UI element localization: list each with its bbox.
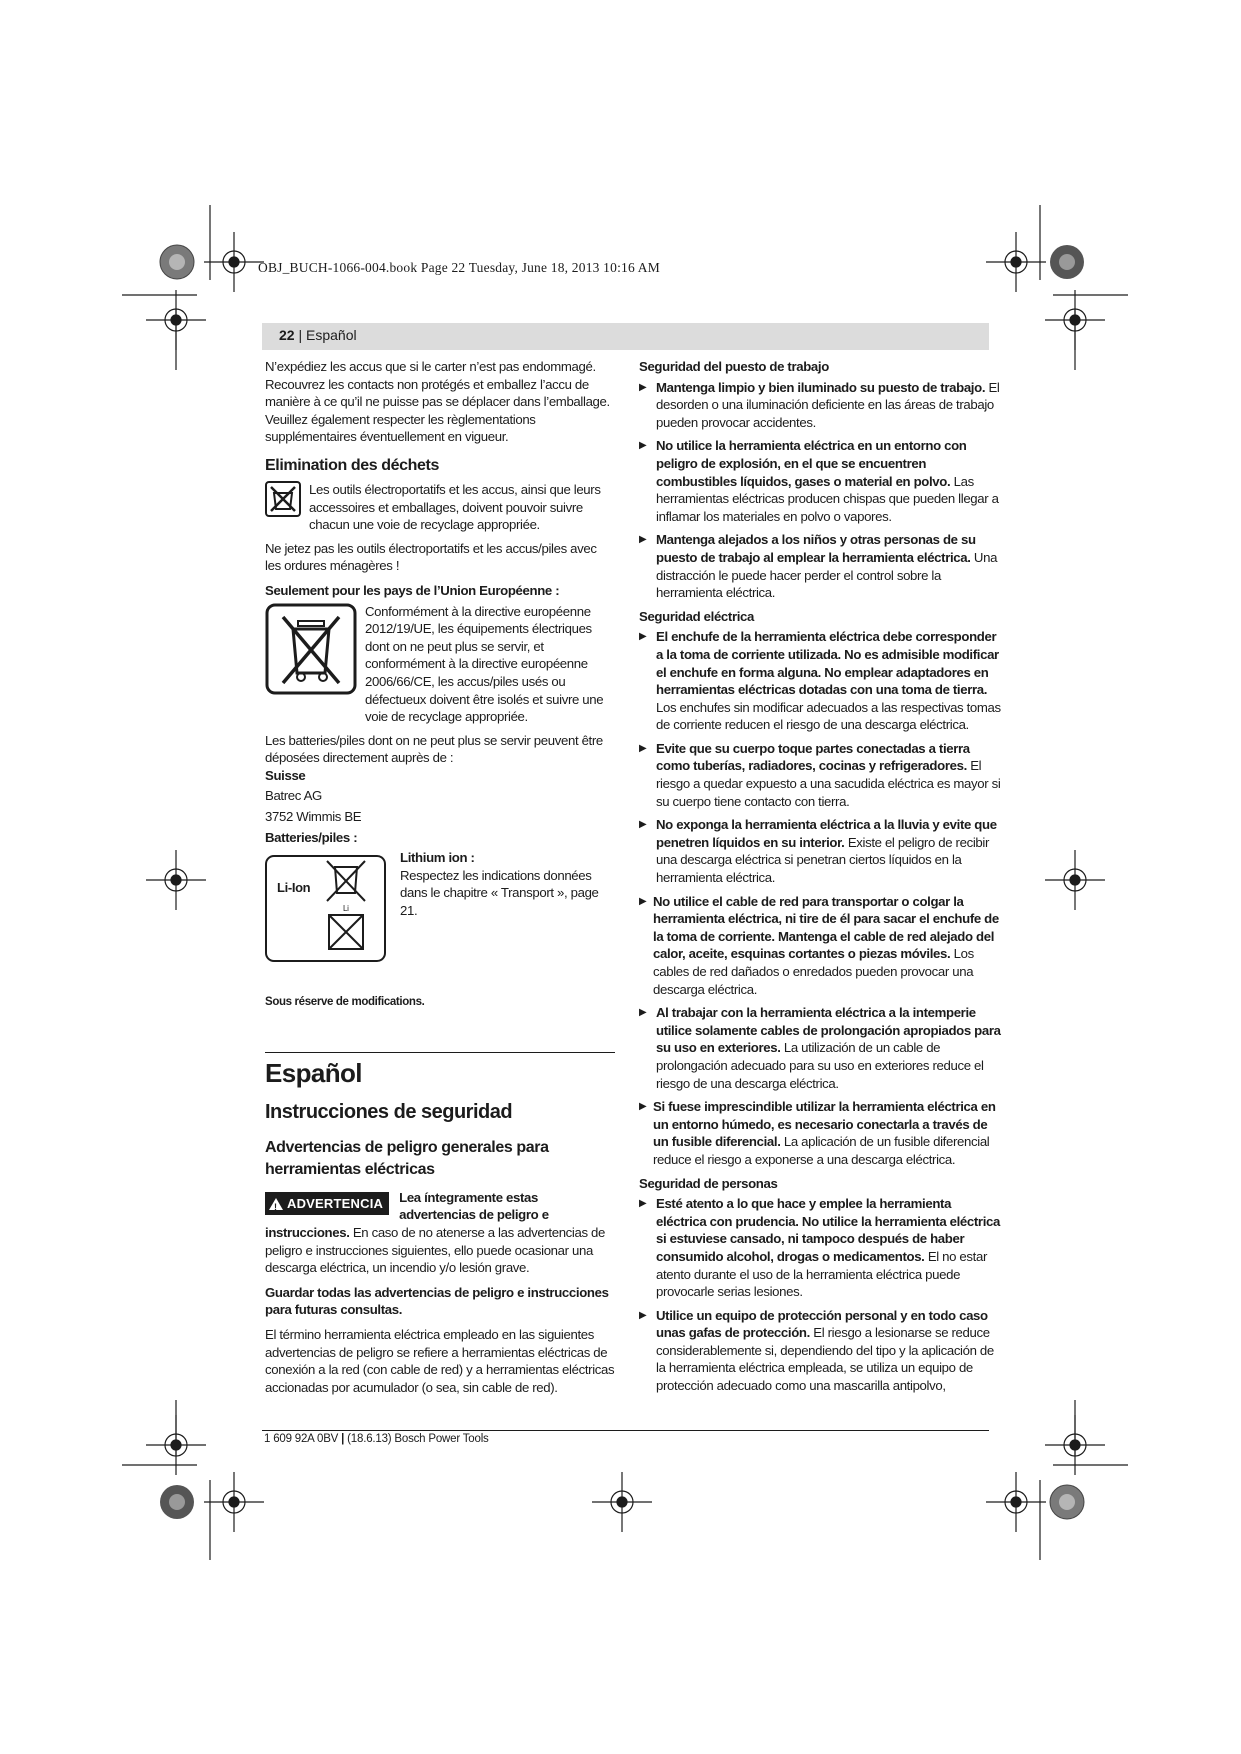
reserve-note: Sous réserve de modifications. bbox=[265, 996, 425, 1009]
term-definition: El término herramienta eléctrica empleado en las siguientes advertencias de peligro se refiere a herramientas eléctricas de conexión a la red (con cable de red) y a herramientas eléctricas accionadas por acumulador (o sea, sin cable de red). bbox=[265, 1327, 615, 1395]
list-item: ▶ Esté atento a lo que hace y emplee la herramienta eléctrica con prudencia. No utilice la herramienta eléctrica si estuviese cansado, ni tampoco después de haber consumido alcohol, drogas o medicamentos. El no estar atento durante el uso de la herramienta eléctrica puede provocarle serias lesiones. bbox=[639, 1195, 1003, 1301]
safety-instructions-title: Instrucciones de seguridad bbox=[265, 1100, 513, 1123]
list-item: ▶ Utilice un equipo de protección personal y en todo caso unas gafas de protección. El riesgo a lesionarse se reduce considerablemente si, dependiendo del tipo y la aplicación de la herramienta eléctrica empleada, se utiliza un equipo de protección adecuado como una mascarilla antipolvo, bbox=[639, 1307, 1003, 1395]
warning-block bbox=[265, 1189, 615, 1277]
section-title-espanol: Español bbox=[265, 1057, 362, 1088]
eu-text: Conformément à la directive européenne 2012/19/UE, les équipements électriques dont on ne peut plus se servir, et conformément à la directive européenne 2006/66/CE, les accus/piles usés ou défectueux doivent être isolés et suivre une voie de recyclage appropriée. bbox=[365, 603, 604, 725]
list-item: ▶ No utilice la herramienta eléctrica en un entorno con peligro de explosión, en el que se encuentren combustibles líquidos, gases o material en polvo. Las herramientas eléctricas producen chispas que pueden llegar a inflamar los materiales en polvo o vapores. bbox=[639, 437, 1003, 525]
liion-label: Li-Ion bbox=[277, 880, 311, 896]
address-line-1: Batrec AG bbox=[265, 788, 322, 804]
keep-instructions: Guardar todas las advertencias de peligro e instrucciones para futuras consultas. bbox=[265, 1284, 609, 1318]
lithium-title: Lithium ion : bbox=[400, 850, 475, 866]
country-label: Suisse bbox=[265, 767, 306, 783]
warning-triangle-icon bbox=[269, 1198, 283, 1210]
warning-badge-label: ADVERTENCIA bbox=[287, 1195, 384, 1211]
footer-code: 1 609 92A 0BV bbox=[264, 1433, 339, 1445]
footer-brand: Bosch Power Tools bbox=[394, 1433, 489, 1445]
batteries-disposal-text: Les batteries/piles dont on ne peut plus se servir peuvent être déposées directement auprès de : bbox=[265, 732, 603, 766]
left-column bbox=[265, 358, 615, 1403]
elimination-title: Elimination des déchets bbox=[265, 456, 439, 474]
shipping-paragraph: N’expédiez les accus que si le carter n’est pas endommagé. Recouvrez les contacts non protégés et emballez l’accu de manière à ce qu’il ne puisse pas se déplacer dans l’emballage. Veuillez également respecter les règlementations supplémentaires éventuellement en vigueur. bbox=[265, 359, 610, 445]
list-item: ▶ Si fuese imprescindible utilizar la herramienta eléctrica en un entorno húmedo, es necesario conectarla a través de un fusible diferencial. La aplicación de un fusible diferencial reduce el riesgo a exponerse a una descarga eléctrica. bbox=[639, 1098, 1003, 1168]
household-warning: Ne jetez pas les outils électroportatifs et les accus/piles avec les ordures ménagères ! bbox=[265, 540, 597, 574]
eu-title: Seulement pour les pays de l’Union Européenne : bbox=[265, 582, 560, 598]
page-footer: 1 609 92A 0BV | (18.6.13) Bosch Power Tools bbox=[264, 1433, 489, 1445]
li-small-label: Li bbox=[343, 904, 349, 914]
page-header-bar bbox=[262, 323, 989, 350]
page-number: 22 bbox=[279, 327, 295, 343]
footer-date: (18.6.13) bbox=[347, 1433, 392, 1445]
list-item: ▶ Mantenga limpio y bien iluminado su puesto de trabajo. El desorden o una iluminación deficiente en las áreas de trabajo pueden provocar accidentes. bbox=[639, 379, 1003, 432]
work-area-title: Seguridad del puesto de trabajo bbox=[639, 359, 829, 374]
list-item: ▶ No utilice el cable de red para transportar o colgar la herramienta eléctrica, ni tire de él para sacar el enchufe de la toma de corriente. Mantenga el cable de red alejado del calor, aceite, esquinas cortantes o piezas móviles. Los cables de red dañados o enredados pueden provocar una descarga eléctrica. bbox=[639, 893, 1003, 999]
warning-bold-text: Lea íntegramente estas advertencias de peligro e instrucciones. bbox=[265, 1189, 549, 1241]
lithium-text: Respectez les indications données dans le chapitre « Transport », page 21. bbox=[400, 867, 599, 919]
footer-rule bbox=[262, 1430, 989, 1431]
eu-row bbox=[265, 603, 615, 726]
general-warnings-title: Advertencias de peligro generales para herramientas eléctricas bbox=[265, 1138, 549, 1178]
warning-badge bbox=[265, 1192, 389, 1216]
address-line-2: 3752 Wimmis BE bbox=[265, 809, 362, 825]
page-header bbox=[279, 327, 357, 343]
warning-text: En caso de no atenerse a las advertencias de peligro e instrucciones siguientes, ello puede ocasionar una descarga eléctrica, un incendio y/o lesión grave. bbox=[265, 1225, 606, 1276]
book-info-line: OBJ_BUCH-1066-004.book Page 22 Tuesday, June 18, 2013 10:16 AM bbox=[258, 260, 660, 275]
batteries-title: Batteries/piles : bbox=[265, 829, 358, 845]
personal-safety-title: Seguridad de personas bbox=[639, 1175, 778, 1191]
list-item: ▶ No exponga la herramienta eléctrica a la lluvia y evite que penetren líquidos en su interior. Existe el peligro de recibir una descarga eléctrica si penetran ciertos líquidos en la herramienta eléctrica. bbox=[639, 816, 1003, 886]
lithium-row bbox=[265, 849, 615, 962]
lithium-info bbox=[400, 849, 615, 962]
elimination-row bbox=[265, 481, 615, 534]
right-column bbox=[639, 358, 1003, 1401]
crossed-bin-icon bbox=[265, 603, 357, 695]
liion-recycling-icon bbox=[265, 855, 386, 962]
list-item: ▶ El enchufe de la herramienta eléctrica debe corresponder a la toma de corriente utilizada. No es admisible modificar el enchufe en forma alguna. No emplear adaptadores en herramientas eléctricas dotadas con una toma de tierra. Los enchufes sin modificar adecuados a las respectivas tomas de corriente reducen el riesgo de una descarga eléctrica. bbox=[639, 628, 1003, 734]
no-trash-icon bbox=[265, 481, 301, 517]
list-item: ▶ Mantenga alejados a los niños y otras personas de su puesto de trabajo al emplear la herramienta eléctrica. Una distracción le puede hacer perder el control sobre la herramienta eléctrica. bbox=[639, 531, 1003, 601]
electrical-safety-title: Seguridad eléctrica bbox=[639, 608, 755, 624]
list-item: ▶ Evite que su cuerpo toque partes conectadas a tierra como tuberías, radiadores, cocinas y refrigeradores. El riesgo a quedar expuesto a una sacudida eléctrica es mayor si su cuerpo tiene contacto con tierra. bbox=[639, 740, 1003, 810]
list-item: ▶ Al trabajar con la herramienta eléctrica a la intemperie utilice solamente cables de prolongación apropiados para su uso en exteriores. La utilización de un cable de prolongación adecuado para su uso en exteriores reduce el riesgo de una descarga eléctrica. bbox=[639, 1004, 1003, 1092]
elimination-text: Les outils électroportatifs et les accus, ainsi que leurs accessoires et emballages, doivent pouvoir suivre chacun une voie de recyclage appropriée. bbox=[309, 481, 601, 533]
header-language: Español bbox=[306, 327, 357, 343]
header-separator: | bbox=[298, 327, 303, 343]
